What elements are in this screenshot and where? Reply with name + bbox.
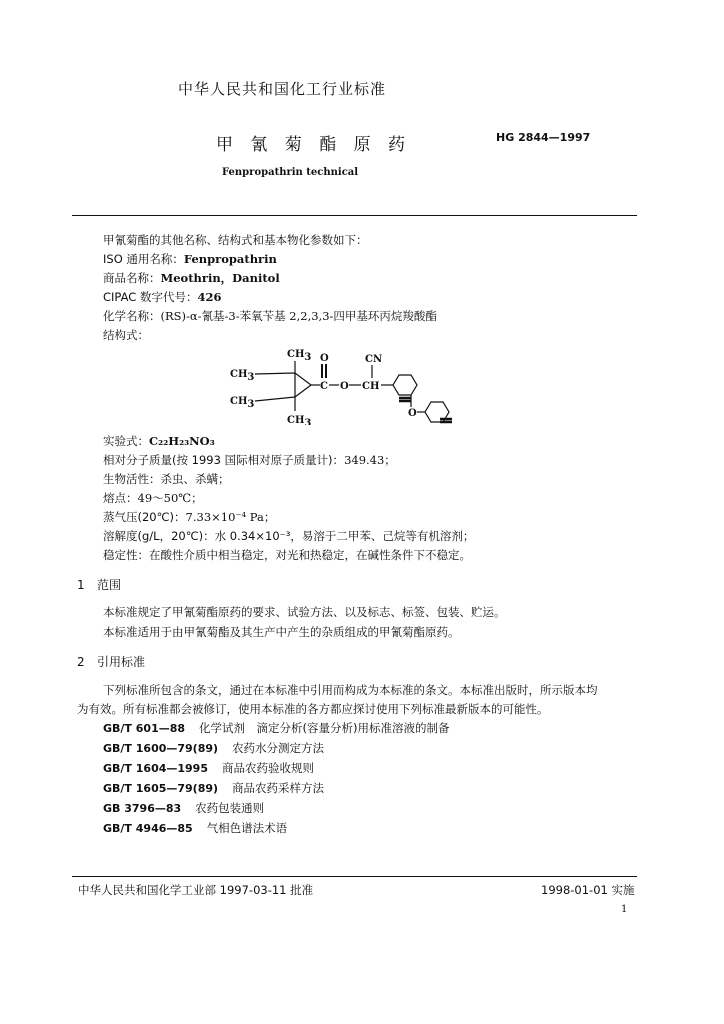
section-1-number: 1 <box>77 578 85 592</box>
bioactivity-line <box>103 471 230 487</box>
ch3-bottom-label: CH3 <box>287 415 312 425</box>
chemical-name-line <box>103 308 437 324</box>
ch-label: CH <box>362 381 380 392</box>
melting-point-value: 49～50℃； <box>137 491 203 505</box>
structure-label: 结构式： <box>103 328 149 342</box>
melting-point-label: 熔点： <box>103 491 138 505</box>
solubility-label: 溶解度(g/L，20℃)： <box>103 529 215 543</box>
section-2-heading <box>77 653 145 670</box>
chemical-name-value: (RS)-α-氰基-3-苯氧苄基 2,2,3,3-四甲基环丙烷羧酸酯 <box>160 309 437 323</box>
iso-name-value: Fenpropathrin <box>183 252 277 266</box>
section-2-title: 引用标准 <box>97 655 146 669</box>
reference-title: 气相色谱法术语 <box>206 821 288 835</box>
ch3-left-lower-label: CH3 <box>230 396 255 410</box>
benzene-ring-1 <box>393 375 417 407</box>
reference-title: 农药包装通则 <box>195 801 265 815</box>
reference-item <box>103 780 324 796</box>
ch3-top-label: CH3 <box>287 349 312 363</box>
ch3-left-upper-label: CH3 <box>230 369 255 383</box>
formula-value: C₂₂H₂₃NO₃ <box>149 434 215 448</box>
section-1-paragraph-1: 本标准规定了甲氰菊酯原药的要求、试验方法、以及标志、标签、包装、贮运。 <box>103 605 506 619</box>
molecular-weight-line <box>103 452 396 468</box>
header-divider <box>72 215 637 216</box>
intro-text: 甲氰菊酯的其他名称、结构式和基本物化参数如下： <box>103 233 368 247</box>
ester-oxygen-label: O <box>340 381 349 392</box>
approval-statement: 中华人民共和国化学工业部 1997-03-11 批准 <box>78 883 314 897</box>
bioactivity-label: 生物活性： <box>103 472 161 486</box>
carbonyl-carbon-label: C <box>320 381 328 392</box>
molecular-weight-label: 相对分子质量(按 1993 国际相对原子质量计)： <box>103 453 345 467</box>
section-1-title: 范围 <box>97 578 122 592</box>
solubility-value: 水 0.34×10⁻³，易溶于二甲苯、己烷等有机溶剂； <box>214 529 475 543</box>
reference-title: 化学试剂 滴定分析(容量分析)用标准溶液的制备 <box>199 721 450 735</box>
vapor-pressure-label: 蒸气压(20℃)： <box>103 510 186 524</box>
reference-code: GB/T 1604—1995 <box>103 762 208 775</box>
reference-code: GB/T 1600—79(89) <box>103 742 219 755</box>
structure-line <box>103 327 149 343</box>
section-2-paragraph-line-2: 为有效。所有标准都会被修订，使用本标准的各方都应探讨使用下列标准最新版本的可能性。 <box>77 702 549 716</box>
bioactivity-value: 杀虫、杀螨； <box>160 472 230 486</box>
chemical-name-label: 化学名称： <box>103 309 161 323</box>
cyclopropane-ring <box>255 361 320 411</box>
cipac-line <box>103 289 222 305</box>
formula-label: 实验式： <box>103 434 149 448</box>
solubility-line <box>103 528 474 544</box>
reference-item <box>103 820 287 836</box>
stability-line <box>103 547 471 563</box>
vapor-pressure-value: 7.33×10⁻⁴ Pa； <box>185 510 276 524</box>
reference-title: 农药水分测定方法 <box>232 741 325 755</box>
carbonyl-double-bond <box>322 364 326 378</box>
reference-item <box>103 740 324 756</box>
cipac-label: CIPAC 数字代号： <box>103 290 198 304</box>
implementation-date: 1998-01-01 实施 <box>541 883 635 897</box>
section-1-heading <box>77 576 121 593</box>
molecular-weight-value: 349.43； <box>344 453 396 467</box>
reference-code: GB/T 4946—85 <box>103 822 193 835</box>
footer-divider <box>72 876 637 877</box>
cipac-value: 426 <box>197 290 222 304</box>
section-2-number: 2 <box>77 655 85 669</box>
section-2-paragraph-line-1: 下列标准所包含的条文，通过在本标准中引用而构成为本标准的条文。本标准出版时，所示版本均 <box>103 683 598 697</box>
section-1-paragraph-2: 本标准适用于由甲氰菊酯及其生产中产生的杂质组成的甲氰菊酯原药。 <box>103 625 460 639</box>
carbonyl-oxygen-label: O <box>320 353 329 364</box>
stability-label: 稳定性： <box>103 548 149 562</box>
ether-oxygen-label: O <box>408 408 417 419</box>
document-title: 甲 氰 菊 酯 原 药 <box>216 135 412 155</box>
reference-item <box>103 720 450 736</box>
cyano-label: CN <box>365 354 383 365</box>
reference-code: GB/T 1605—79(89) <box>103 782 219 795</box>
formula-line <box>103 433 215 449</box>
melting-point-line <box>103 490 203 506</box>
page-number: 1 <box>621 904 628 915</box>
reference-item <box>103 800 264 816</box>
reference-title: 商品农药采样方法 <box>232 781 325 795</box>
english-title: Fenpropathrin technical <box>222 167 359 178</box>
trade-name-label: 商品名称： <box>103 271 161 285</box>
intro-line <box>103 232 368 248</box>
trade-name-line <box>103 270 280 286</box>
issuing-authority-title: 中华人民共和国化工行业标准 <box>178 80 387 98</box>
reference-code: GB/T 601—88 <box>103 722 186 735</box>
trade-name-value: Meothrin，Danitol <box>160 271 280 285</box>
structural-formula <box>225 345 475 425</box>
reference-code: GB 3796—83 <box>103 802 182 815</box>
iso-name-label: ISO 通用名称： <box>103 252 184 266</box>
reference-title: 商品农药验收规则 <box>222 761 314 775</box>
reference-item <box>103 760 314 776</box>
standard-code: HG 2844—1997 <box>496 131 591 144</box>
vapor-pressure-line <box>103 509 275 525</box>
benzene-ring-2 <box>425 402 452 422</box>
iso-name-line <box>103 251 277 267</box>
stability-value: 在酸性介质中相当稳定，对光和热稳定，在碱性条件下不稳定。 <box>149 548 471 562</box>
